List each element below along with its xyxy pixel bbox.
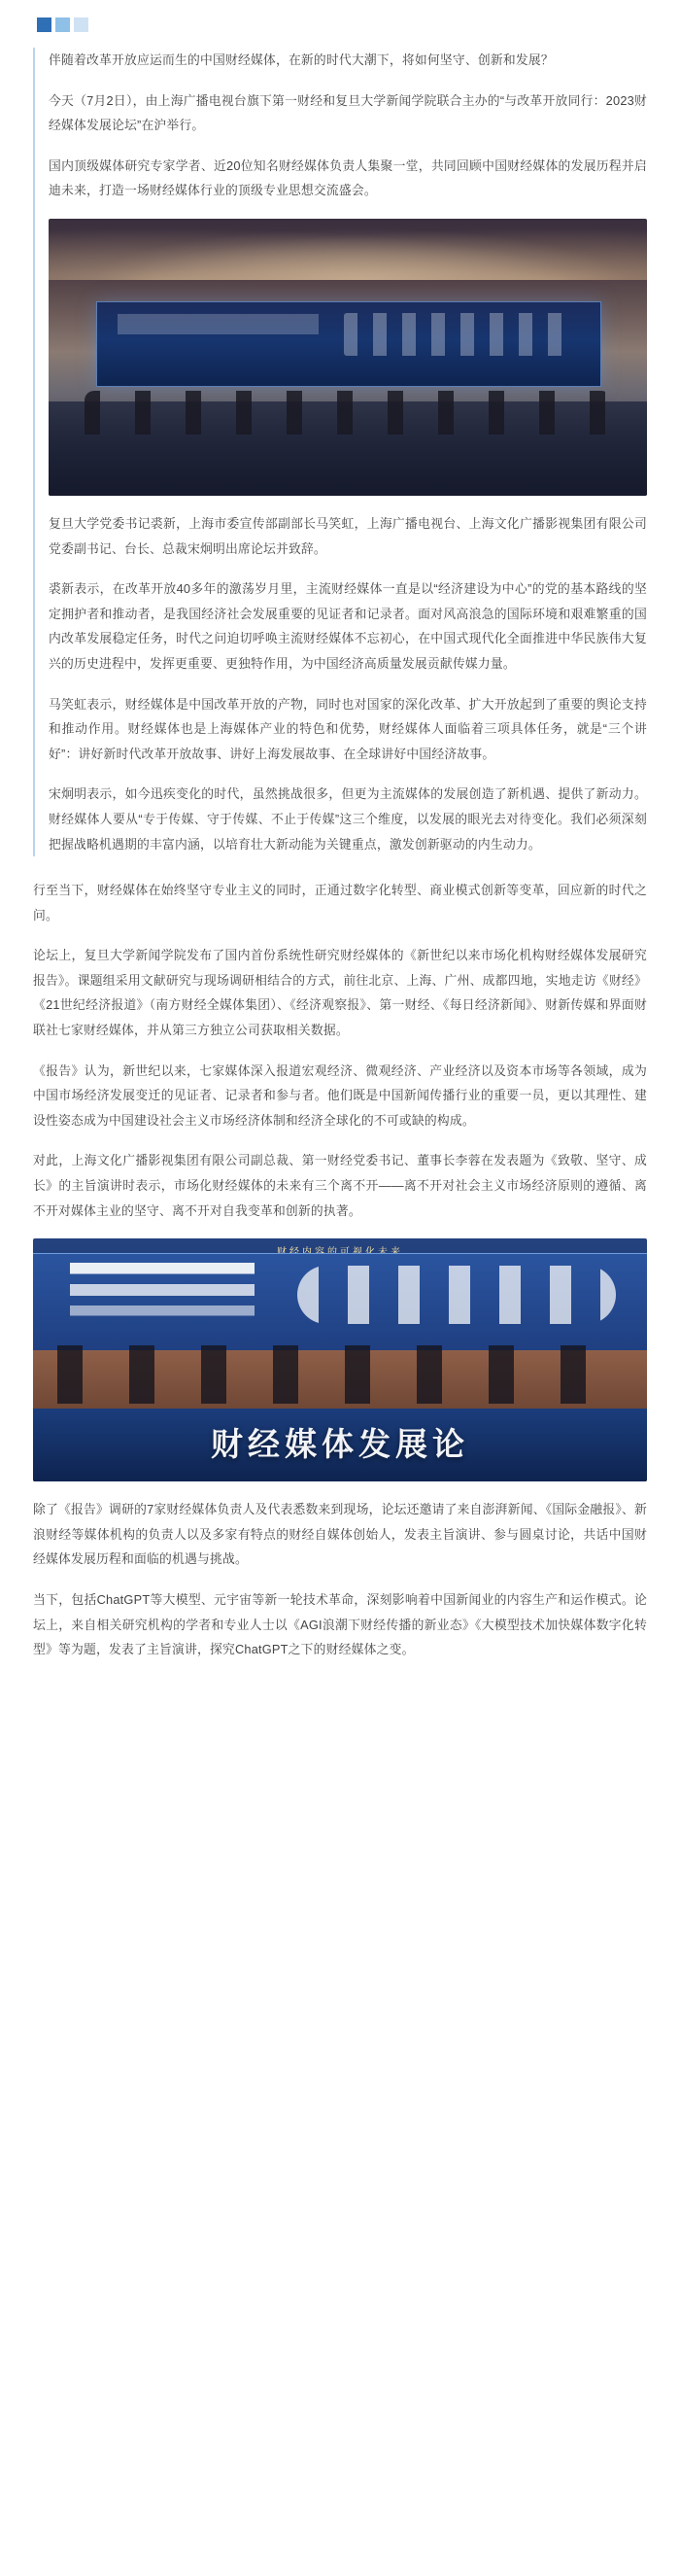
photo-panel-discussion <box>33 1238 647 1481</box>
paragraph: 除了《报告》调研的7家财经媒体负责人及代表悉数来到现场，论坛还邀请了来自澎湃新闻、《国际金融报》、新浪财经等媒体机构的负责人以及多家有特点的财经自媒体创始人，发表主旨演讲、参与圆桌讨论，共话中国财经媒体发展历程和面临的机遇与挑战。 <box>33 1502 647 1567</box>
decor-square-2 <box>55 17 70 32</box>
paragraph: 国内顶级媒体研究专家学者、近20位知名财经媒体负责人集聚一堂，共同回顾中国财经媒体的发展历程并启迪未来，打造一场财经媒体行业的顶级专业思想交流盛会。 <box>49 157 647 198</box>
panelists-silhouettes <box>57 1345 622 1404</box>
stage-lights <box>49 219 647 280</box>
speaker-portraits <box>297 1266 617 1324</box>
paragraph: 马笑虹表示，财经媒体是中国改革开放的产物，同时也对国家的深化改革、扩大开放起到了重要的舆论支持和推动作用。财经媒体也是上海媒体产业的特色和优势，财经媒体人面临着三项具体任务，就是“三个讲好”：讲好新时代改革开放故事、讲好上海发展故事、在全球讲好中国经济故事。 <box>49 696 647 761</box>
paragraph: 对此，上海文化广播影视集团有限公司副总裁、第一财经党委书记、董事长李蓉在发表题为《致敬、坚守、成长》的主旨演讲时表示，市场化财经媒体的未来有三个离不开——离不开对社会主义市场经济原则的遵循、离不开对媒体主业的坚守、离不开对自我变革和创新的执著。 <box>33 1153 647 1218</box>
spacer <box>33 856 647 878</box>
paragraph: 裘新表示，在改革开放40多年的激荡岁月里，主流财经媒体一直是以“经济建设为中心”的党的基本路线的坚定拥护者和推动者，是我国经济社会发展重要的见证者和记录者。面对风高浪急的国际环境和艰难繁重的国内改革发展稳定任务，时代之问迫切呼唤主流财经媒体不忘初心，在中国式现代化全面推进中华民族伟大复兴的历史进程中，发挥更重要、更独特作用，为中国经济高质量发展贡献传媒力量。 <box>49 581 647 671</box>
paragraph: 行至当下，财经媒体在始终坚守专业主义的同时，正通过数字化转型、商业模式创新等变革，回应新的时代之问。 <box>33 883 647 922</box>
photo-forum-stage <box>49 219 647 496</box>
paragraph: 当下，包括ChatGPT等大模型、元宇宙等新一轮技术革命，深刻影响着中国新闻业的内容生产和运作模式。论坛上，来自相关研究机构的学者和专业人士以《AGI浪潮下财经传播的新业态》《大模型技术加快媒体数字化转型》等为题，发表了主旨演讲，探究ChatGPT之下的财经媒体之变。 <box>33 1592 647 1657</box>
paragraph: 《报告》认为，新世纪以来，七家媒体深入报道宏观经济、微观经济、产业经济以及资本市场等各领域，成为中国市场经济发展变迁的见证者、记录者和参与者。他们既是中国新闻传播行业的重要一员，更以其理性、建设性姿态成为中国建设社会主义市场经济体制和经济全球化的不可或缺的构成。 <box>33 1062 647 1128</box>
paragraph: 宋炯明表示，如今迅疾变化的时代，虽然挑战很多，但更为主流媒体的发展创造了新机遇、提供了新动力。财经媒体人要从“专于传媒、守于传媒、不止于传媒”这三个维度，以发展的眼光去对待变化。我们必须深刻把握战略机遇期的丰富内涵，以培育壮大新动能为关键重点，激发创新驱动的内生动力。 <box>49 786 647 852</box>
backdrop-title-block <box>70 1263 255 1326</box>
decorative-squares <box>37 17 647 32</box>
audience-silhouettes <box>85 391 611 435</box>
paragraph: 论坛上，复旦大学新闻学院发布了国内首份系统性研究财经媒体的《新世纪以来市场化机构财经媒体发展研究报告》。课题组采用文献研究与现场调研相结合的方式，前往北京、上海、广州、成都四地，实地走访《财经》《21世纪经济报道》（南方财经全媒体集团）、《经济观察报》、第一财经、《每日经济新闻》、财新传媒和界面财联社七家财经媒体，并从第三方独立公司获取相关数据。 <box>33 948 647 1038</box>
figure-panel-discussion <box>33 1238 647 1481</box>
figure-forum-stage <box>49 219 647 496</box>
decor-square-3 <box>74 17 88 32</box>
paragraph: 今天（7月2日），由上海广播电视台旗下第一财经和复旦大学新闻学院联合主办的“与改革开放同行：2023财经媒体发展论坛”在沪举行。 <box>49 92 647 133</box>
photo-headline: 财经媒体发展论 <box>211 1425 469 1462</box>
decor-square-1 <box>37 17 51 32</box>
paragraph: 复旦大学党委书记裘新，上海市委宣传部副部长马笑虹，上海广播电视台、上海文化广播影视集团有限公司党委副书记、台长、总裁宋炯明出席论坛并致辞。 <box>49 515 647 556</box>
paragraph: 伴随着改革开放应运而生的中国财经媒体，在新的时代大潮下，将如何坚守、创新和发展？ <box>49 52 554 67</box>
stage-screen <box>96 301 600 387</box>
quoted-section <box>33 48 647 856</box>
